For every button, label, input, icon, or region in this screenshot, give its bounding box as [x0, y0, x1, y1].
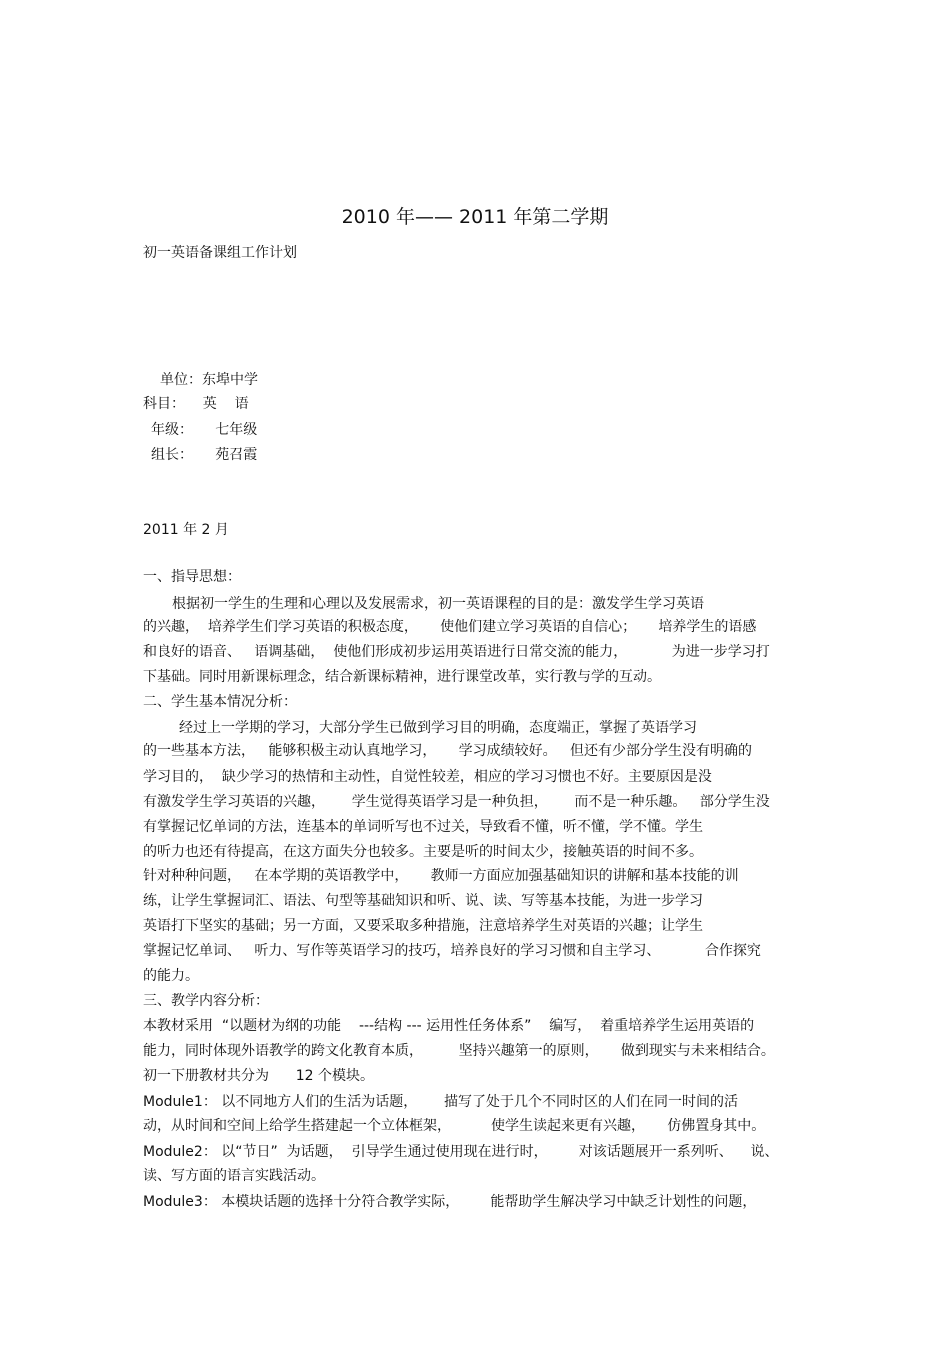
paragraph-line: 学习目的， 缺少学习的热情和主动性，自觉性较差，相应的学习习惯也不好。主要原因是没 [143, 769, 712, 785]
paragraph-line: 英语打下坚实的基础；另一方面，又要采取多种措施，注意培养学生对英语的兴趣；让学生 [143, 918, 703, 934]
module-text: 以“节日” 为话题， 引导学生通过使用现在进行时， 对该话题展开一系列听、 说、 [216, 1144, 779, 1160]
module-text: 以不同地方人们的生活为话题， 描写了处于几个不同时区的人们在同一时间的活 [216, 1094, 738, 1110]
document-subtitle: 初一英语备课组工作计划 [143, 245, 297, 261]
module-line [143, 1093, 738, 1111]
module-text: 本模块话题的选择十分符合教学实际， 能帮助学生解决学习中缺乏计划性的问题， [216, 1194, 757, 1210]
paragraph-line: 初一下册教材共分为 12 个模块。 [143, 1068, 374, 1084]
info-subject: 科目： 英 语 [143, 396, 249, 412]
paragraph-line: 的听力也还有待提高，在这方面失分也较多。主要是听的时间太少，接触英语的时间不多。 [143, 844, 703, 860]
module-label: Module3： [143, 1194, 217, 1210]
module-label: Module2： [143, 1144, 217, 1160]
paragraph-line: 动，从时间和空间上给学生搭建起一个立体框架， 使学生读起来更有兴趣， 仿佛置身其中。 [143, 1118, 766, 1134]
module-line [143, 1193, 756, 1211]
paragraph-line: 根据初一学生的生理和心理以及发展需求，初一英语课程的目的是：激发学生学习英语 [172, 596, 704, 612]
paragraph-line: 的兴趣， 培养学生们学习英语的积极态度， 使他们建立学习英语的自信心； 培养学生的语感 [143, 619, 757, 635]
document-title: 2010 年—— 2011 年第二学期 [341, 206, 609, 228]
paragraph-line: 有掌握记忆单词的方法，连基本的单词听写也不过关，导致看不懂，听不懂，学不懂。学生 [143, 819, 703, 835]
section-heading: 一、指导思想： [143, 569, 241, 585]
paragraph-line: 下基础。同时用新课标理念，结合新课标精神，进行课堂改革，实行教与学的互动。 [143, 669, 661, 685]
section-heading: 三、教学内容分析： [143, 993, 269, 1009]
paragraph-line: 读、写方面的语言实践活动。 [143, 1168, 325, 1184]
paragraph-line: 针对种种问题， 在本学期的英语教学中， 教师一方面应加强基础知识的讲解和基本技能的训 [143, 868, 739, 884]
paragraph-line: 本教材采用 “以题材为纲的功能 ---结构 --- 运用性任务体系” 编写， 着重培养学生运用英语的 [143, 1018, 755, 1034]
info-grade: 年级： 七年级 [151, 422, 258, 438]
paragraph-line: 能力，同时体现外语教学的跨文化教育本质， 坚持兴趣第一的原则， 做到现实与未来相结合。 [143, 1043, 775, 1059]
info-leader: 组长： 苑召霞 [151, 447, 258, 463]
section-heading: 二、学生基本情况分析： [143, 694, 297, 710]
paragraph-line: 的一些基本方法， 能够积极主动认真地学习， 学习成绩较好。 但还有少部分学生没有明确的 [143, 743, 752, 759]
module-label: Module1： [143, 1094, 217, 1110]
paragraph-line: 和良好的语音、 语调基础， 使他们形成初步运用英语进行日常交流的能力， 为进一步学习打 [143, 644, 770, 660]
paragraph-line: 掌握记忆单词、 听力、写作等英语学习的技巧，培养良好的学习习惯和自主学习、 合作探究 [143, 943, 761, 959]
document-date: 2011 年 2 月 [143, 522, 229, 538]
paragraph-line: 经过上一学期的学习，大部分学生已做到学习目的明确，态度端正，掌握了英语学习 [179, 720, 697, 736]
paragraph-line: 的能力。 [143, 968, 199, 984]
paragraph-line: 有激发学生学习英语的兴趣， 学生觉得英语学习是一种负担， 而不是一种乐趣。 部分学生没 [143, 794, 770, 810]
module-line [143, 1143, 779, 1161]
paragraph-line: 练，让学生掌握词汇、语法、句型等基础知识和听、说、读、写等基本技能，为进一步学习 [143, 893, 703, 909]
info-unit: 单位：东埠中学 [160, 372, 258, 388]
